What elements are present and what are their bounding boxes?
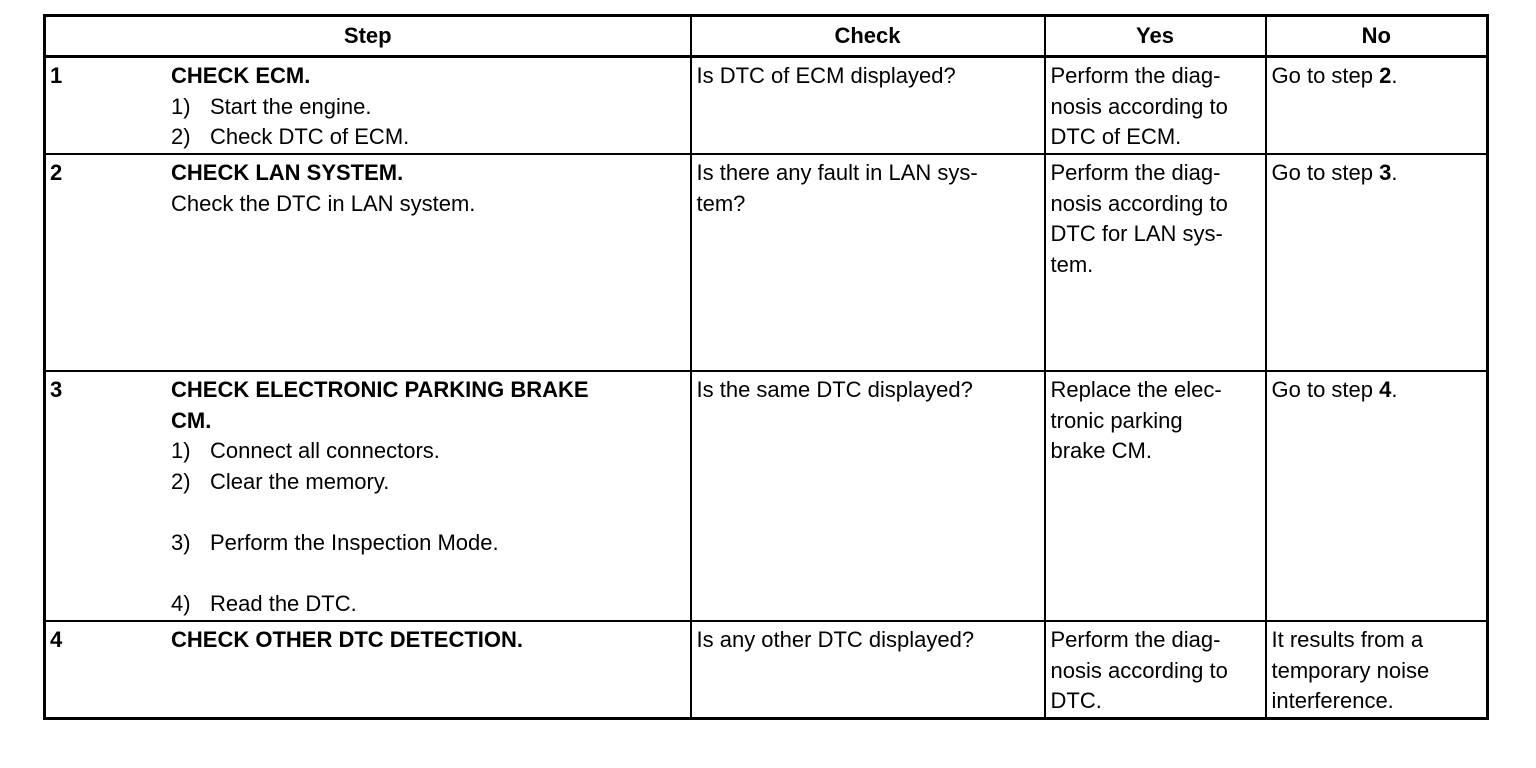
step-cell [45, 154, 691, 371]
step-number: 3 [50, 377, 63, 402]
sub-step: 4) Read the DTC. [171, 590, 357, 616]
yes-cell: Perform the diag- nosis according to DTC of ECM. [1045, 57, 1266, 155]
sub-step: 2) Clear the memory. [171, 468, 390, 494]
step-cell [45, 371, 691, 621]
diagnosis-table [43, 14, 1489, 720]
step-title: CHECK OTHER DTC DETECTION. [171, 627, 523, 652]
sub-step: 1) Start the engine. [171, 93, 372, 119]
header-step: Step [45, 16, 691, 57]
no-cell: It results from a temporary noise interference. [1266, 621, 1488, 719]
step-body [171, 158, 685, 219]
table-row [45, 57, 1488, 155]
check-cell: Is any other DTC displayed? [691, 621, 1045, 719]
step-body [171, 375, 685, 619]
check-cell: Is there any fault in LAN sys- tem? [691, 154, 1045, 371]
yes-cell: Perform the diag- nosis according to DTC. [1045, 621, 1266, 719]
sub-step: 2) Check DTC of ECM. [171, 124, 410, 149]
no-cell: Go to step 4. [1266, 371, 1488, 621]
step-body [171, 625, 685, 656]
step-title: CHECK ELECTRONIC PARKING BRAKE CM. [171, 377, 589, 433]
step-cell [45, 621, 691, 719]
step-title: CHECK LAN SYSTEM. [171, 160, 404, 185]
step-number: 1 [50, 63, 63, 88]
step-body [171, 61, 685, 153]
no-cell: Go to step 3. [1266, 154, 1488, 371]
table-row [45, 154, 1488, 371]
sub-step: 1) Connect all connectors. [171, 438, 440, 463]
header-yes: Yes [1045, 16, 1266, 57]
check-cell: Is DTC of ECM displayed? [691, 57, 1045, 155]
header-check: Check [691, 16, 1045, 57]
step-number: 4 [50, 627, 63, 652]
header-no: No [1266, 16, 1488, 57]
table-row [45, 371, 1488, 621]
step-title: CHECK ECM. [171, 63, 311, 88]
no-cell: Go to step 2. [1266, 57, 1488, 155]
step-cell [45, 57, 691, 155]
yes-cell: Perform the diag- nosis according to DTC for LAN sys- tem. [1045, 154, 1266, 371]
table-row [45, 621, 1488, 719]
check-cell: Is the same DTC displayed? [691, 371, 1045, 621]
header-row [45, 16, 1488, 57]
sub-step: 3) Perform the Inspection Mode. [171, 529, 499, 555]
yes-cell: Replace the elec- tronic parking brake CM. [1045, 371, 1266, 621]
step-text: Check the DTC in LAN system. [171, 190, 476, 216]
step-number: 2 [50, 160, 63, 185]
